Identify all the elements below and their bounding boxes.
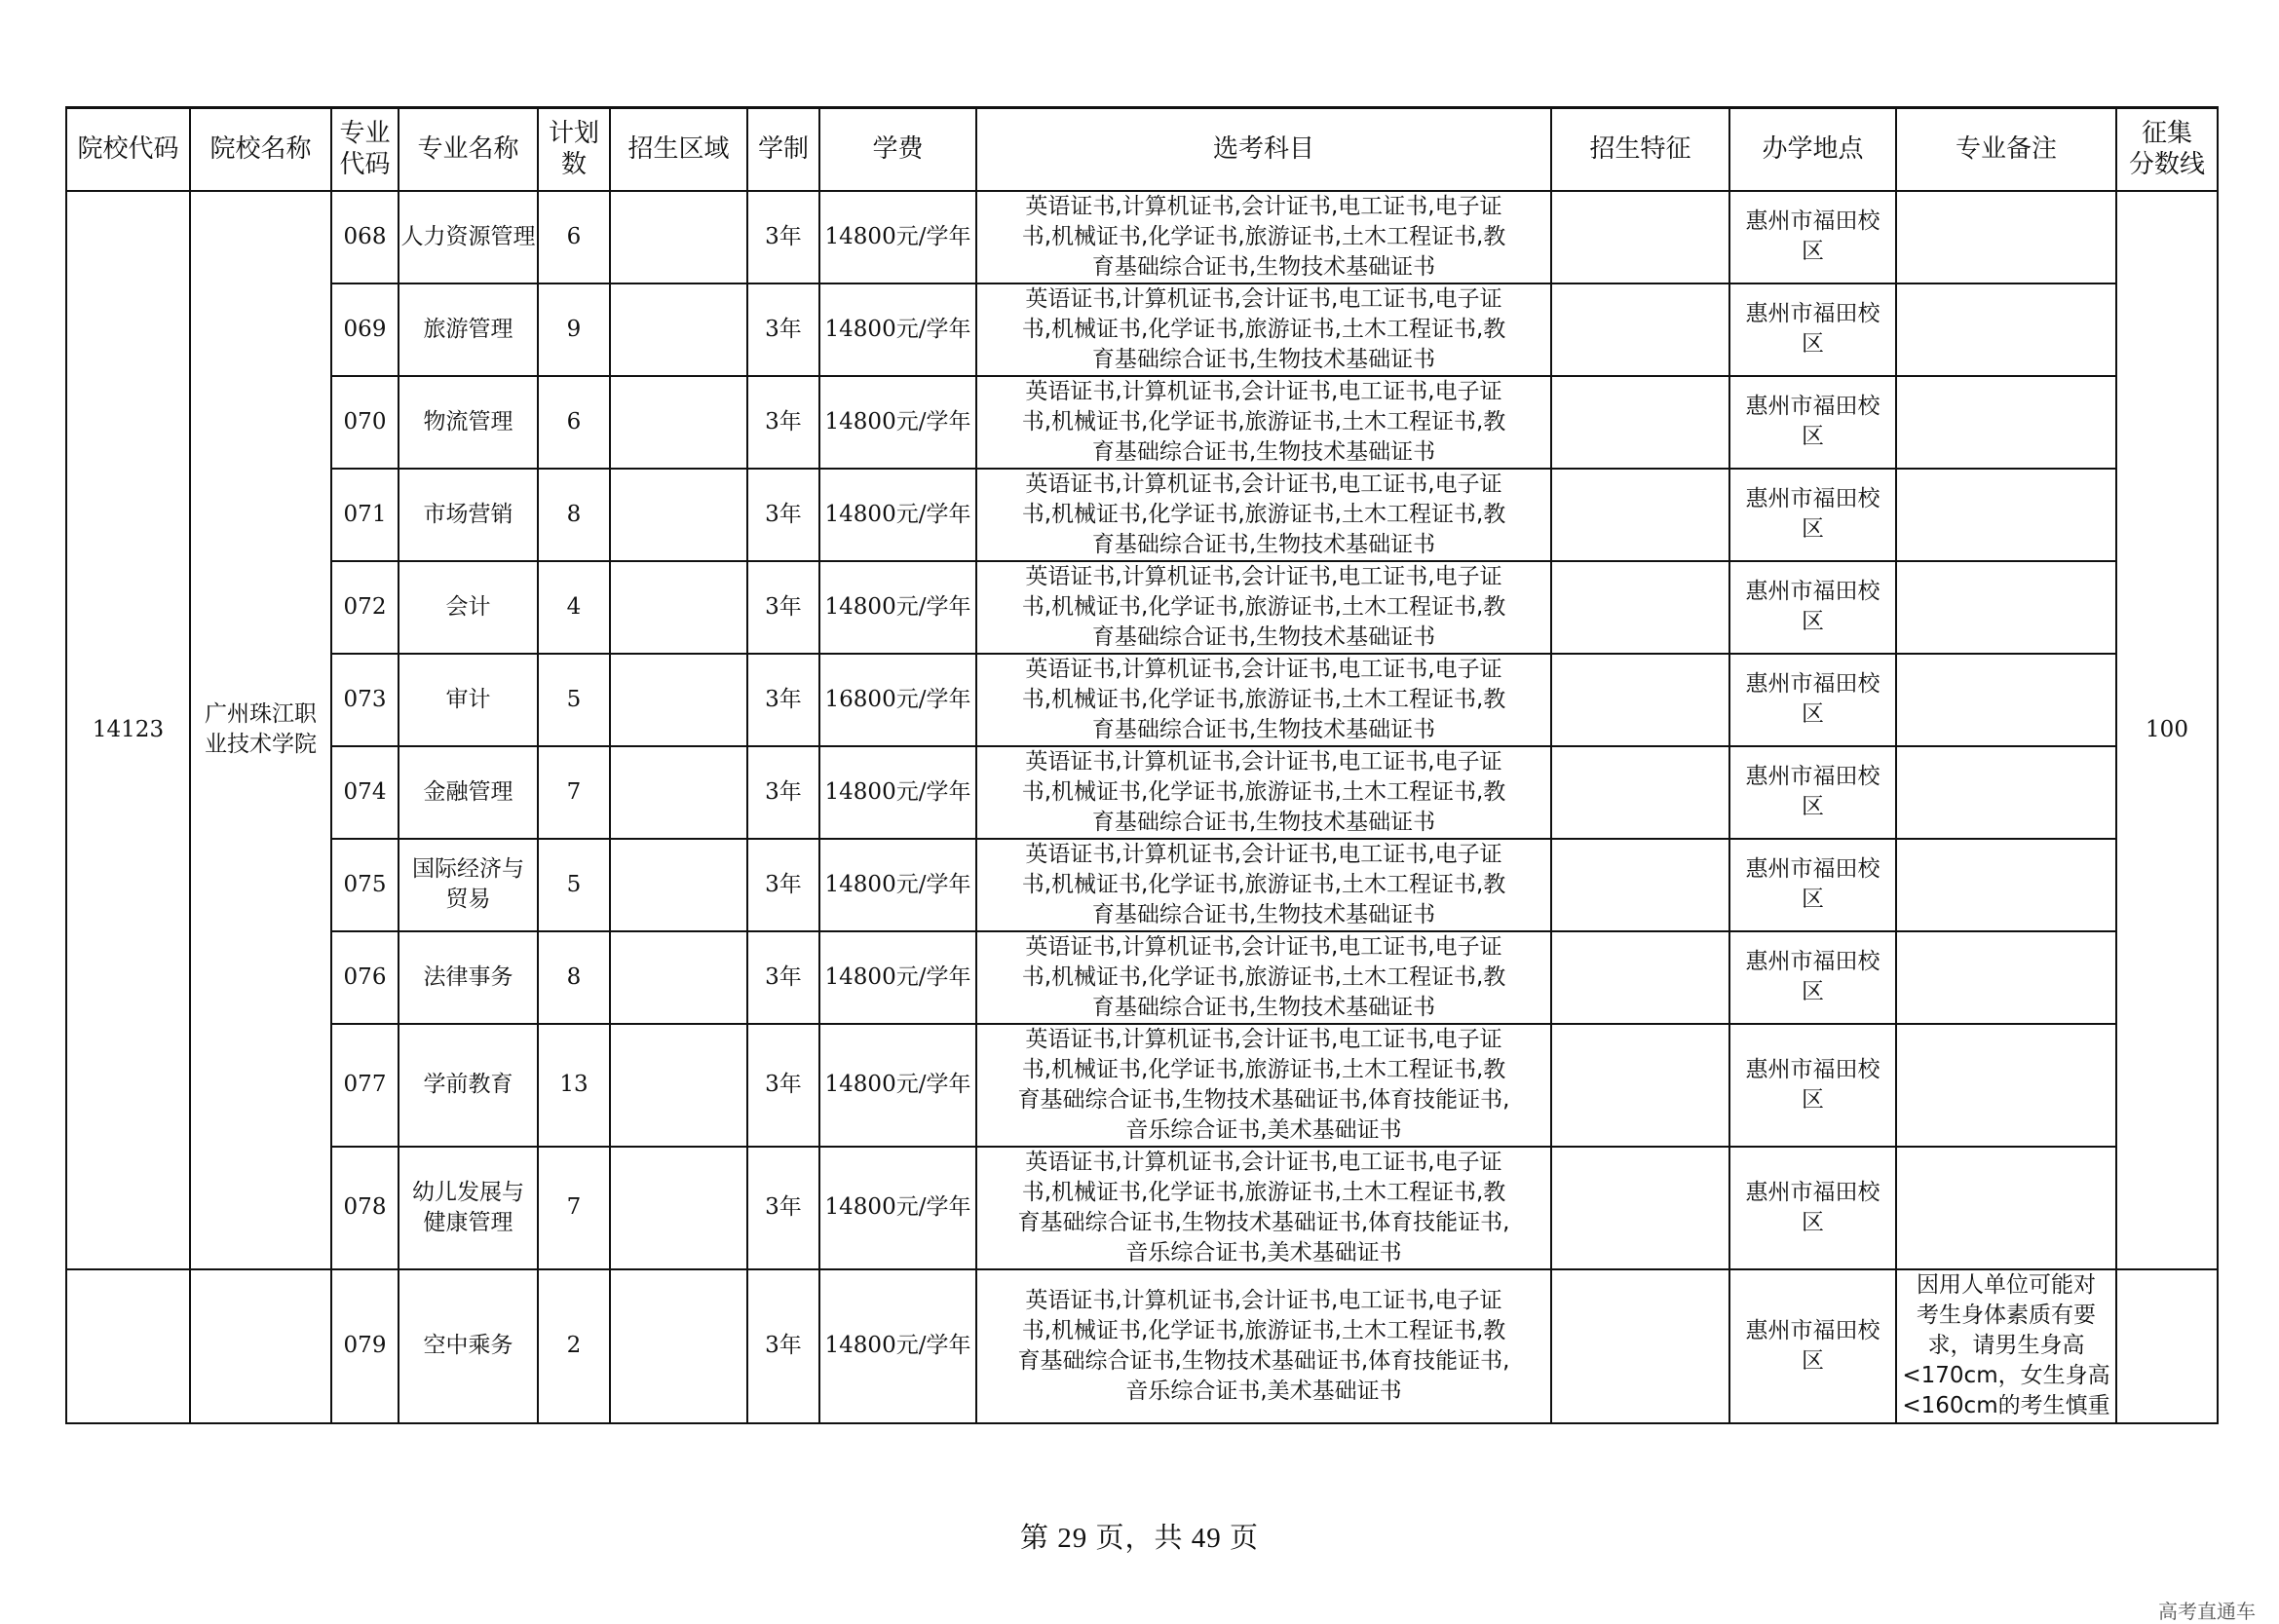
region-cell (610, 283, 747, 376)
location-cell: 惠州市福田校 区 (1729, 839, 1896, 931)
table-row (66, 931, 2218, 1024)
admission-table (65, 106, 2219, 1424)
school-name-cell (190, 1269, 331, 1423)
major-name-cell: 市场营销 (399, 469, 538, 561)
notes-cell (1896, 746, 2116, 839)
major-name-cell: 学前教育 (399, 1024, 538, 1147)
subjects-cell: 英语证书,计算机证书,会计证书,电工证书,电子证 书,机械证书,化学证书,旅游证书,土木工程证书,教 育基础综合证书,生物技术基础证书 (976, 191, 1551, 283)
table-body (66, 191, 2218, 1423)
location-cell: 惠州市福田校 区 (1729, 283, 1896, 376)
years-cell: 3年 (747, 654, 819, 746)
region-cell (610, 654, 747, 746)
major-name-cell: 审计 (399, 654, 538, 746)
major-name-cell: 国际经济与 贸易 (399, 839, 538, 931)
notes-cell: 因用人单位可能对 考生身体素质有要 求，请男生身高 <170cm，女生身高 <160cm的考生慎重 (1896, 1269, 2116, 1423)
subjects-cell: 英语证书,计算机证书,会计证书,电工证书,电子证 书,机械证书,化学证书,旅游证书,土木工程证书,教 育基础综合证书,生物技术基础证书,体育技能证书, 音乐综合证书,美术基础证书 (976, 1147, 1551, 1269)
major-code-cell: 073 (331, 654, 399, 746)
notes-cell (1896, 654, 2116, 746)
subjects-cell: 英语证书,计算机证书,会计证书,电工证书,电子证 书,机械证书,化学证书,旅游证书,土木工程证书,教 育基础综合证书,生物技术基础证书 (976, 283, 1551, 376)
years-cell: 3年 (747, 1269, 819, 1423)
years-cell: 3年 (747, 746, 819, 839)
major-code-cell: 079 (331, 1269, 399, 1423)
header-feature: 招生特征 (1551, 108, 1729, 191)
school-code-cell (66, 1269, 190, 1423)
major-code-cell: 076 (331, 931, 399, 1024)
fee-cell: 14800元/学年 (819, 746, 976, 839)
feature-cell (1551, 654, 1729, 746)
feature-cell (1551, 1269, 1729, 1423)
location-cell: 惠州市福田校 区 (1729, 1269, 1896, 1423)
major-code-cell: 069 (331, 283, 399, 376)
feature-cell (1551, 1147, 1729, 1269)
table-row (66, 746, 2218, 839)
major-code-cell: 070 (331, 376, 399, 469)
fee-cell: 16800元/学年 (819, 654, 976, 746)
major-code-cell: 075 (331, 839, 399, 931)
notes-cell (1896, 561, 2116, 654)
header-school-code: 院校代码 (66, 108, 190, 191)
fee-cell: 14800元/学年 (819, 931, 976, 1024)
years-cell: 3年 (747, 931, 819, 1024)
major-code-cell: 078 (331, 1147, 399, 1269)
subjects-cell: 英语证书,计算机证书,会计证书,电工证书,电子证 书,机械证书,化学证书,旅游证书,土木工程证书,教 育基础综合证书,生物技术基础证书 (976, 654, 1551, 746)
fee-cell: 14800元/学年 (819, 191, 976, 283)
notes-cell (1896, 283, 2116, 376)
table-row (66, 1024, 2218, 1147)
fee-cell: 14800元/学年 (819, 469, 976, 561)
years-cell: 3年 (747, 191, 819, 283)
header-notes: 专业备注 (1896, 108, 2116, 191)
region-cell (610, 561, 747, 654)
notes-cell (1896, 469, 2116, 561)
header-location: 办学地点 (1729, 108, 1896, 191)
major-name-cell: 人力资源管理 (399, 191, 538, 283)
plan-count-cell: 9 (538, 283, 610, 376)
table-row (66, 1269, 2218, 1423)
header-major-name: 专业名称 (399, 108, 538, 191)
location-cell: 惠州市福田校 区 (1729, 746, 1896, 839)
location-cell: 惠州市福田校 区 (1729, 1147, 1896, 1269)
plan-count-cell: 7 (538, 746, 610, 839)
plan-count-cell: 13 (538, 1024, 610, 1147)
notes-cell (1896, 191, 2116, 283)
years-cell: 3年 (747, 469, 819, 561)
table-row (66, 376, 2218, 469)
plan-count-cell: 5 (538, 654, 610, 746)
subjects-cell: 英语证书,计算机证书,会计证书,电工证书,电子证 书,机械证书,化学证书,旅游证书,土木工程证书,教 育基础综合证书,生物技术基础证书 (976, 561, 1551, 654)
major-name-cell: 幼儿发展与 健康管理 (399, 1147, 538, 1269)
location-cell: 惠州市福田校 区 (1729, 931, 1896, 1024)
location-cell: 惠州市福田校 区 (1729, 469, 1896, 561)
fee-cell: 14800元/学年 (819, 561, 976, 654)
plan-count-cell: 6 (538, 376, 610, 469)
subjects-cell: 英语证书,计算机证书,会计证书,电工证书,电子证 书,机械证书,化学证书,旅游证书,土木工程证书,教 育基础综合证书,生物技术基础证书 (976, 469, 1551, 561)
region-cell (610, 469, 747, 561)
plan-count-cell: 8 (538, 931, 610, 1024)
fee-cell: 14800元/学年 (819, 1147, 976, 1269)
major-code-cell: 071 (331, 469, 399, 561)
feature-cell (1551, 561, 1729, 654)
notes-cell (1896, 1147, 2116, 1269)
header-major-code: 专业 代码 (331, 108, 399, 191)
major-code-cell: 072 (331, 561, 399, 654)
region-cell (610, 376, 747, 469)
major-code-cell: 068 (331, 191, 399, 283)
table-row (66, 1147, 2218, 1269)
major-name-cell: 物流管理 (399, 376, 538, 469)
years-cell: 3年 (747, 1024, 819, 1147)
region-cell (610, 1024, 747, 1147)
admission-table-wrapper (65, 106, 2219, 1424)
header-region: 招生区域 (610, 108, 747, 191)
header-plan-count: 计划 数 (538, 108, 610, 191)
header-cutoff: 征集 分数线 (2116, 108, 2218, 191)
feature-cell (1551, 469, 1729, 561)
notes-cell (1896, 931, 2116, 1024)
plan-count-cell: 7 (538, 1147, 610, 1269)
years-cell: 3年 (747, 561, 819, 654)
subjects-cell: 英语证书,计算机证书,会计证书,电工证书,电子证 书,机械证书,化学证书,旅游证书,土木工程证书,教 育基础综合证书,生物技术基础证书 (976, 931, 1551, 1024)
feature-cell (1551, 283, 1729, 376)
cutoff-cell: 100 (2116, 191, 2218, 1269)
header-school-name: 院校名称 (190, 108, 331, 191)
major-name-cell: 会计 (399, 561, 538, 654)
location-cell: 惠州市福田校 区 (1729, 376, 1896, 469)
region-cell (610, 1147, 747, 1269)
header-row (66, 108, 2218, 191)
plan-count-cell: 8 (538, 469, 610, 561)
major-code-cell: 074 (331, 746, 399, 839)
subjects-cell: 英语证书,计算机证书,会计证书,电工证书,电子证 书,机械证书,化学证书,旅游证书,土木工程证书,教 育基础综合证书,生物技术基础证书 (976, 746, 1551, 839)
table-row (66, 283, 2218, 376)
notes-cell (1896, 839, 2116, 931)
plan-count-cell: 6 (538, 191, 610, 283)
years-cell: 3年 (747, 376, 819, 469)
region-cell (610, 191, 747, 283)
plan-count-cell: 2 (538, 1269, 610, 1423)
major-name-cell: 空中乘务 (399, 1269, 538, 1423)
region-cell (610, 1269, 747, 1423)
region-cell (610, 746, 747, 839)
region-cell (610, 839, 747, 931)
region-cell (610, 931, 747, 1024)
feature-cell (1551, 191, 1729, 283)
fee-cell: 14800元/学年 (819, 376, 976, 469)
major-code-cell: 077 (331, 1024, 399, 1147)
plan-count-cell: 4 (538, 561, 610, 654)
feature-cell (1551, 376, 1729, 469)
years-cell: 3年 (747, 839, 819, 931)
fee-cell: 14800元/学年 (819, 283, 976, 376)
watermark-text: 高考直通车 (2158, 1600, 2256, 1623)
feature-cell (1551, 839, 1729, 931)
cutoff-cell (2116, 1269, 2218, 1423)
table-row (66, 191, 2218, 283)
table-row (66, 654, 2218, 746)
subjects-cell: 英语证书,计算机证书,会计证书,电工证书,电子证 书,机械证书,化学证书,旅游证书,土木工程证书,教 育基础综合证书,生物技术基础证书 (976, 376, 1551, 469)
plan-count-cell: 5 (538, 839, 610, 931)
page-number-footer: 第 29 页，共 49 页 (1019, 1523, 1259, 1554)
fee-cell: 14800元/学年 (819, 1024, 976, 1147)
fee-cell: 14800元/学年 (819, 1269, 976, 1423)
major-name-cell: 金融管理 (399, 746, 538, 839)
major-name-cell: 旅游管理 (399, 283, 538, 376)
table-row (66, 469, 2218, 561)
subjects-cell: 英语证书,计算机证书,会计证书,电工证书,电子证 书,机械证书,化学证书,旅游证书,土木工程证书,教 育基础综合证书,生物技术基础证书 (976, 839, 1551, 931)
location-cell: 惠州市福田校 区 (1729, 191, 1896, 283)
notes-cell (1896, 1024, 2116, 1147)
school-code-cell: 14123 (66, 191, 190, 1269)
header-years: 学制 (747, 108, 819, 191)
location-cell: 惠州市福田校 区 (1729, 654, 1896, 746)
subjects-cell: 英语证书,计算机证书,会计证书,电工证书,电子证 书,机械证书,化学证书,旅游证书,土木工程证书,教 育基础综合证书,生物技术基础证书,体育技能证书, 音乐综合证书,美术基础证书 (976, 1024, 1551, 1147)
years-cell: 3年 (747, 1147, 819, 1269)
subjects-cell: 英语证书,计算机证书,会计证书,电工证书,电子证 书,机械证书,化学证书,旅游证书,土木工程证书,教 育基础综合证书,生物技术基础证书,体育技能证书, 音乐综合证书,美术基础证书 (976, 1269, 1551, 1423)
location-cell: 惠州市福田校 区 (1729, 1024, 1896, 1147)
feature-cell (1551, 931, 1729, 1024)
table-row (66, 839, 2218, 931)
location-cell: 惠州市福田校 区 (1729, 561, 1896, 654)
header-fee: 学费 (819, 108, 976, 191)
school-name-cell: 广州珠江职业技术学院 (190, 191, 331, 1269)
feature-cell (1551, 1024, 1729, 1147)
notes-cell (1896, 376, 2116, 469)
years-cell: 3年 (747, 283, 819, 376)
major-name-cell: 法律事务 (399, 931, 538, 1024)
feature-cell (1551, 746, 1729, 839)
header-subjects: 选考科目 (976, 108, 1551, 191)
table-row (66, 561, 2218, 654)
fee-cell: 14800元/学年 (819, 839, 976, 931)
